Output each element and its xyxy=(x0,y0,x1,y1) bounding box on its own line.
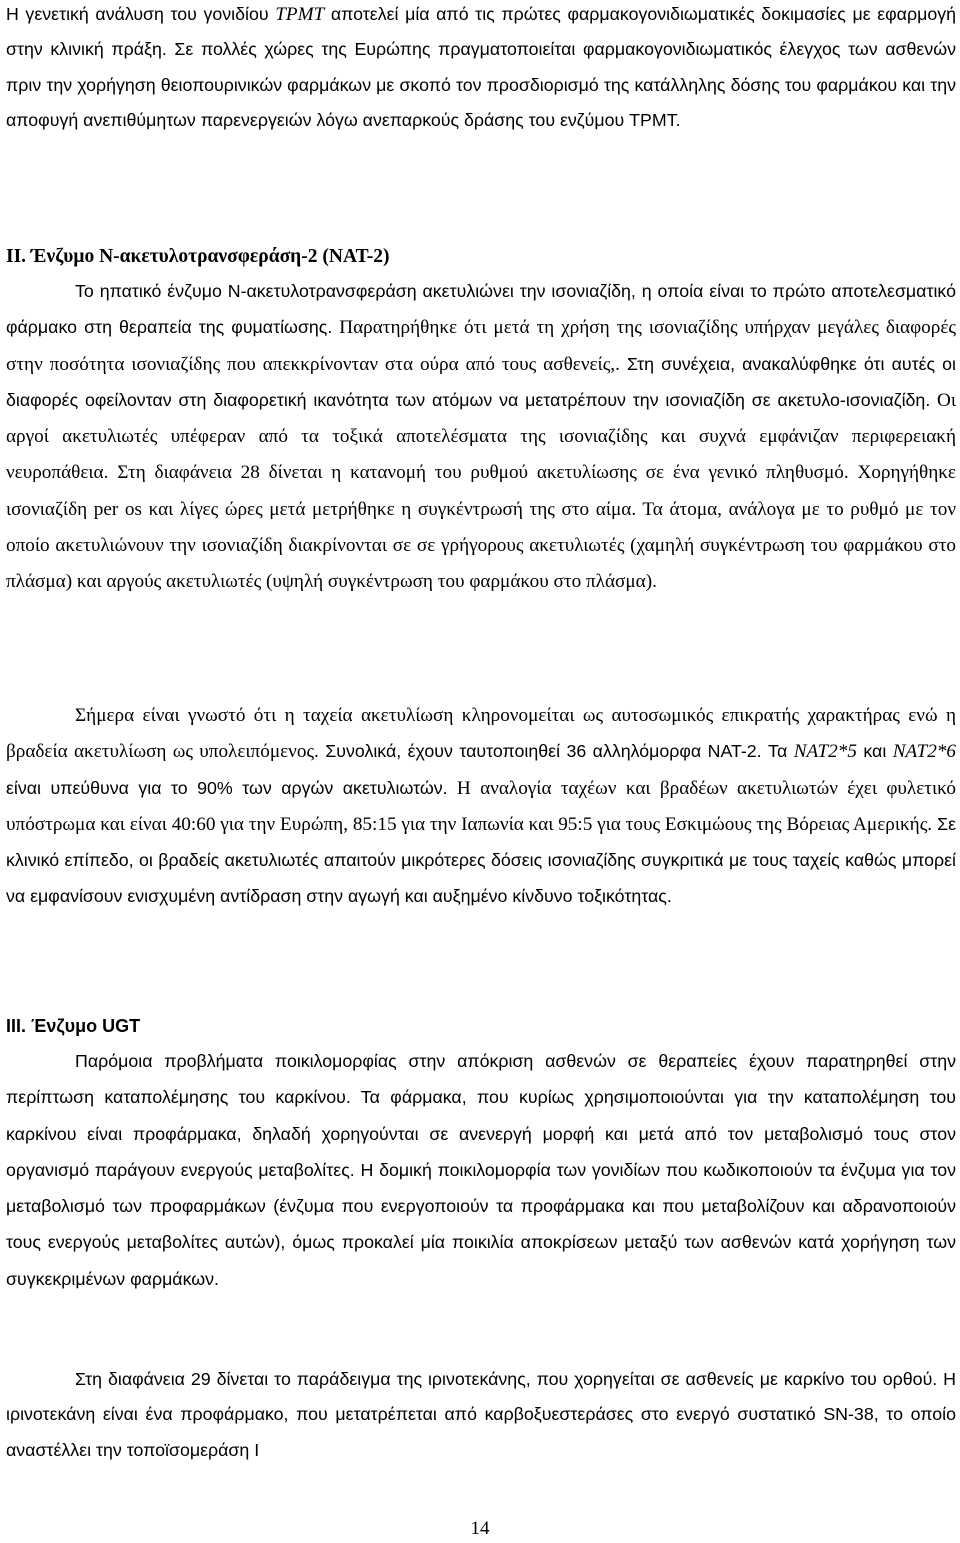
paragraph-ugt-intro: Παρόμοια προβλήματα ποικιλομορφίας στην απόκριση ασθενών σε θεραπείες έχουν παρατηρηθεί στην περίπτωση καταπολέμησης του καρκίνου. Τα φάρμακα, που κυρίως χρησιμοποιούνται για την καταπολέμηση του καρκίνου είναι προφάρμακα, δηλαδή χορηγούνται σε ανενεργή μορφή και μετά από τον μεταβολισμό τους στον οργανισμό παράγουν ενεργούς μεταβολίτες. Η δομική ποικιλομορφία των γονιδίων που κωδικοποιούν τα ένζυμα για τον μεταβολισμό των προφαρμάκων (ένζυμα που ενεργοποιούν τα προφάρμακα και που μεταβολίζουν και αδρανοποιούν τους ενεργούς μεταβολίτες αυτών), όμως προκαλεί μία ποικιλία αποκρίσεων μεταξύ των ασθενών κατά χορήγηση των συγκεκριμένων φαρμάκων. xyxy=(6,1051,956,1289)
page-number: 14 xyxy=(470,1518,490,1539)
paragraph-nat2-genetics: Σήμερα είναι γνωστό ότι η ταχεία ακετυλίωση κληρονομείται ως αυτοσωμικός επικρατής χαρακτήρας ενώ η βραδεία ακετυλίωση ως υπολειπόμενος. Συνολικά, έχουν ταυτοποιηθεί 36 αλληλόμορφα NAT-2. Τα NAT2*5 και NAT2*6 είναι υπεύθυνα για το 90% των αργών ακετυλιωτών. Η αναλογία ταχέων και βραδέων ακετυλιωτών έχει φυλετικό υπόστρωμα και είναι 40:60 για την Ευρώπη, 85:15 για την Ιαπωνία και 95:5 για τους Εσκιμώους της Βόρειας Αμερικής. Σε κλινικό επίπεδο, οι βραδείς ακετυλιωτές απαιτούν μικρότερες δόσεις ισονιαζίδης συγκριτικά με τους ταχείς καθώς μπορεί να εμφανίσουν ενισχυμένη αντίδραση στην αγωγή και αυξημένο κίνδυνο τοξικότητας. xyxy=(6,705,956,907)
gene-name: TPMT xyxy=(275,4,325,25)
paragraph-tpmt: Η γενετική ανάλυση του γονιδίου TPMT αποτελεί μία από τις πρώτες φαρμακογονιδιωματικές δοκιμασίες με εφαρμογή στην κλινική πράξη. Σε πολλές χώρες της Ευρώπης πραγματοποιείται φαρμακογονιδιωματικός έλεγχος των ασθενών πριν την χορήγηση θειοπουρινικών φαρμάκων με σκοπό τον προσδιορισμό της κατάλληλης δόσης του φαρμάκου και την αποφυγή ανεπιθύμητων παρενεργειών λόγω ανεπαρκούς δράσης του ενζύμου TPMT. xyxy=(6,4,956,130)
allele-name: NAT2*5 xyxy=(793,741,857,763)
paragraph-nat2-intro: Το ηπατικό ένζυμο N-ακετυλοτρανσφεράση ακετυλιώνει την ισονιαζίδη, η οποία είναι το πρώτο αποτελεσματικό φάρμακο στη θεραπεία της φυματίωσης. Παρατηρήθηκε ότι μετά τη χρήση της ισονιαζίδης υπήρχαν μεγάλες διαφορές στην ποσότητα ισονιαζίδης που απεκκρίνονταν στα ούρα από τους ασθενείς,. Στη συνέχεια, ανακαλύφθηκε ότι αυτές οι διαφορές οφείλονταν στη διαφορετική ικανότητα των ατόμων να μετατρέπουν την ισονιαζίδη σε ακετυλο-ισονιαζίδη. Οι αργοί ακετυλιωτές υπέφεραν από τα τοξικά αποτελέσματα της ισονιαζίδης και συχνά εμφάνιζαν περιφερειακή νευροπάθεια. Στη διαφάνεια 28 δίνεται η κατανομή του ρυθμού ακετυλίωσης σε ένα γενικό πληθυσμό. Χορηγήθηκε ισονιαζίδη per os και λίγες ώρες μετά μετρήθηκε η συγκέντρωσή της στο αίμα. Τα άτομα, ανάλογα με το ρυθμό με τον οποίο ακετυλιώνουν την ισονιαζίδη διακρίνονται σε σε γρήγορους ακετυλιωτές (χαμηλή συγκέντρωση του φαρμάκου στο πλάσμα) και αργούς ακετυλιωτές (υψηλή συγκέντρωση του φαρμάκου στο πλάσμα). xyxy=(6,281,956,593)
section-heading-ugt: III. Ένζυμο UGT xyxy=(6,1016,141,1036)
paragraph-irinotecan: Στη διαφάνεια 29 δίνεται το παράδειγμα της ιρινοτεκάνης, που χορηγείται σε ασθενείς με καρκίνο του ορθού. Η ιρινοτεκάνη είναι ένα προφάρμακο, που μετατρέπεται από καρβοξυεστεράσες στο ενεργό συστατικό SN-38, το οποίο αναστέλλει την τοποϊσομεράση Ι xyxy=(6,1369,956,1460)
section-heading-nat2: II. Ένζυμο N-ακετυλοτρανσφεράση-2 (NAT-2) xyxy=(6,246,390,267)
allele-name: NAT2*6 xyxy=(892,741,956,763)
